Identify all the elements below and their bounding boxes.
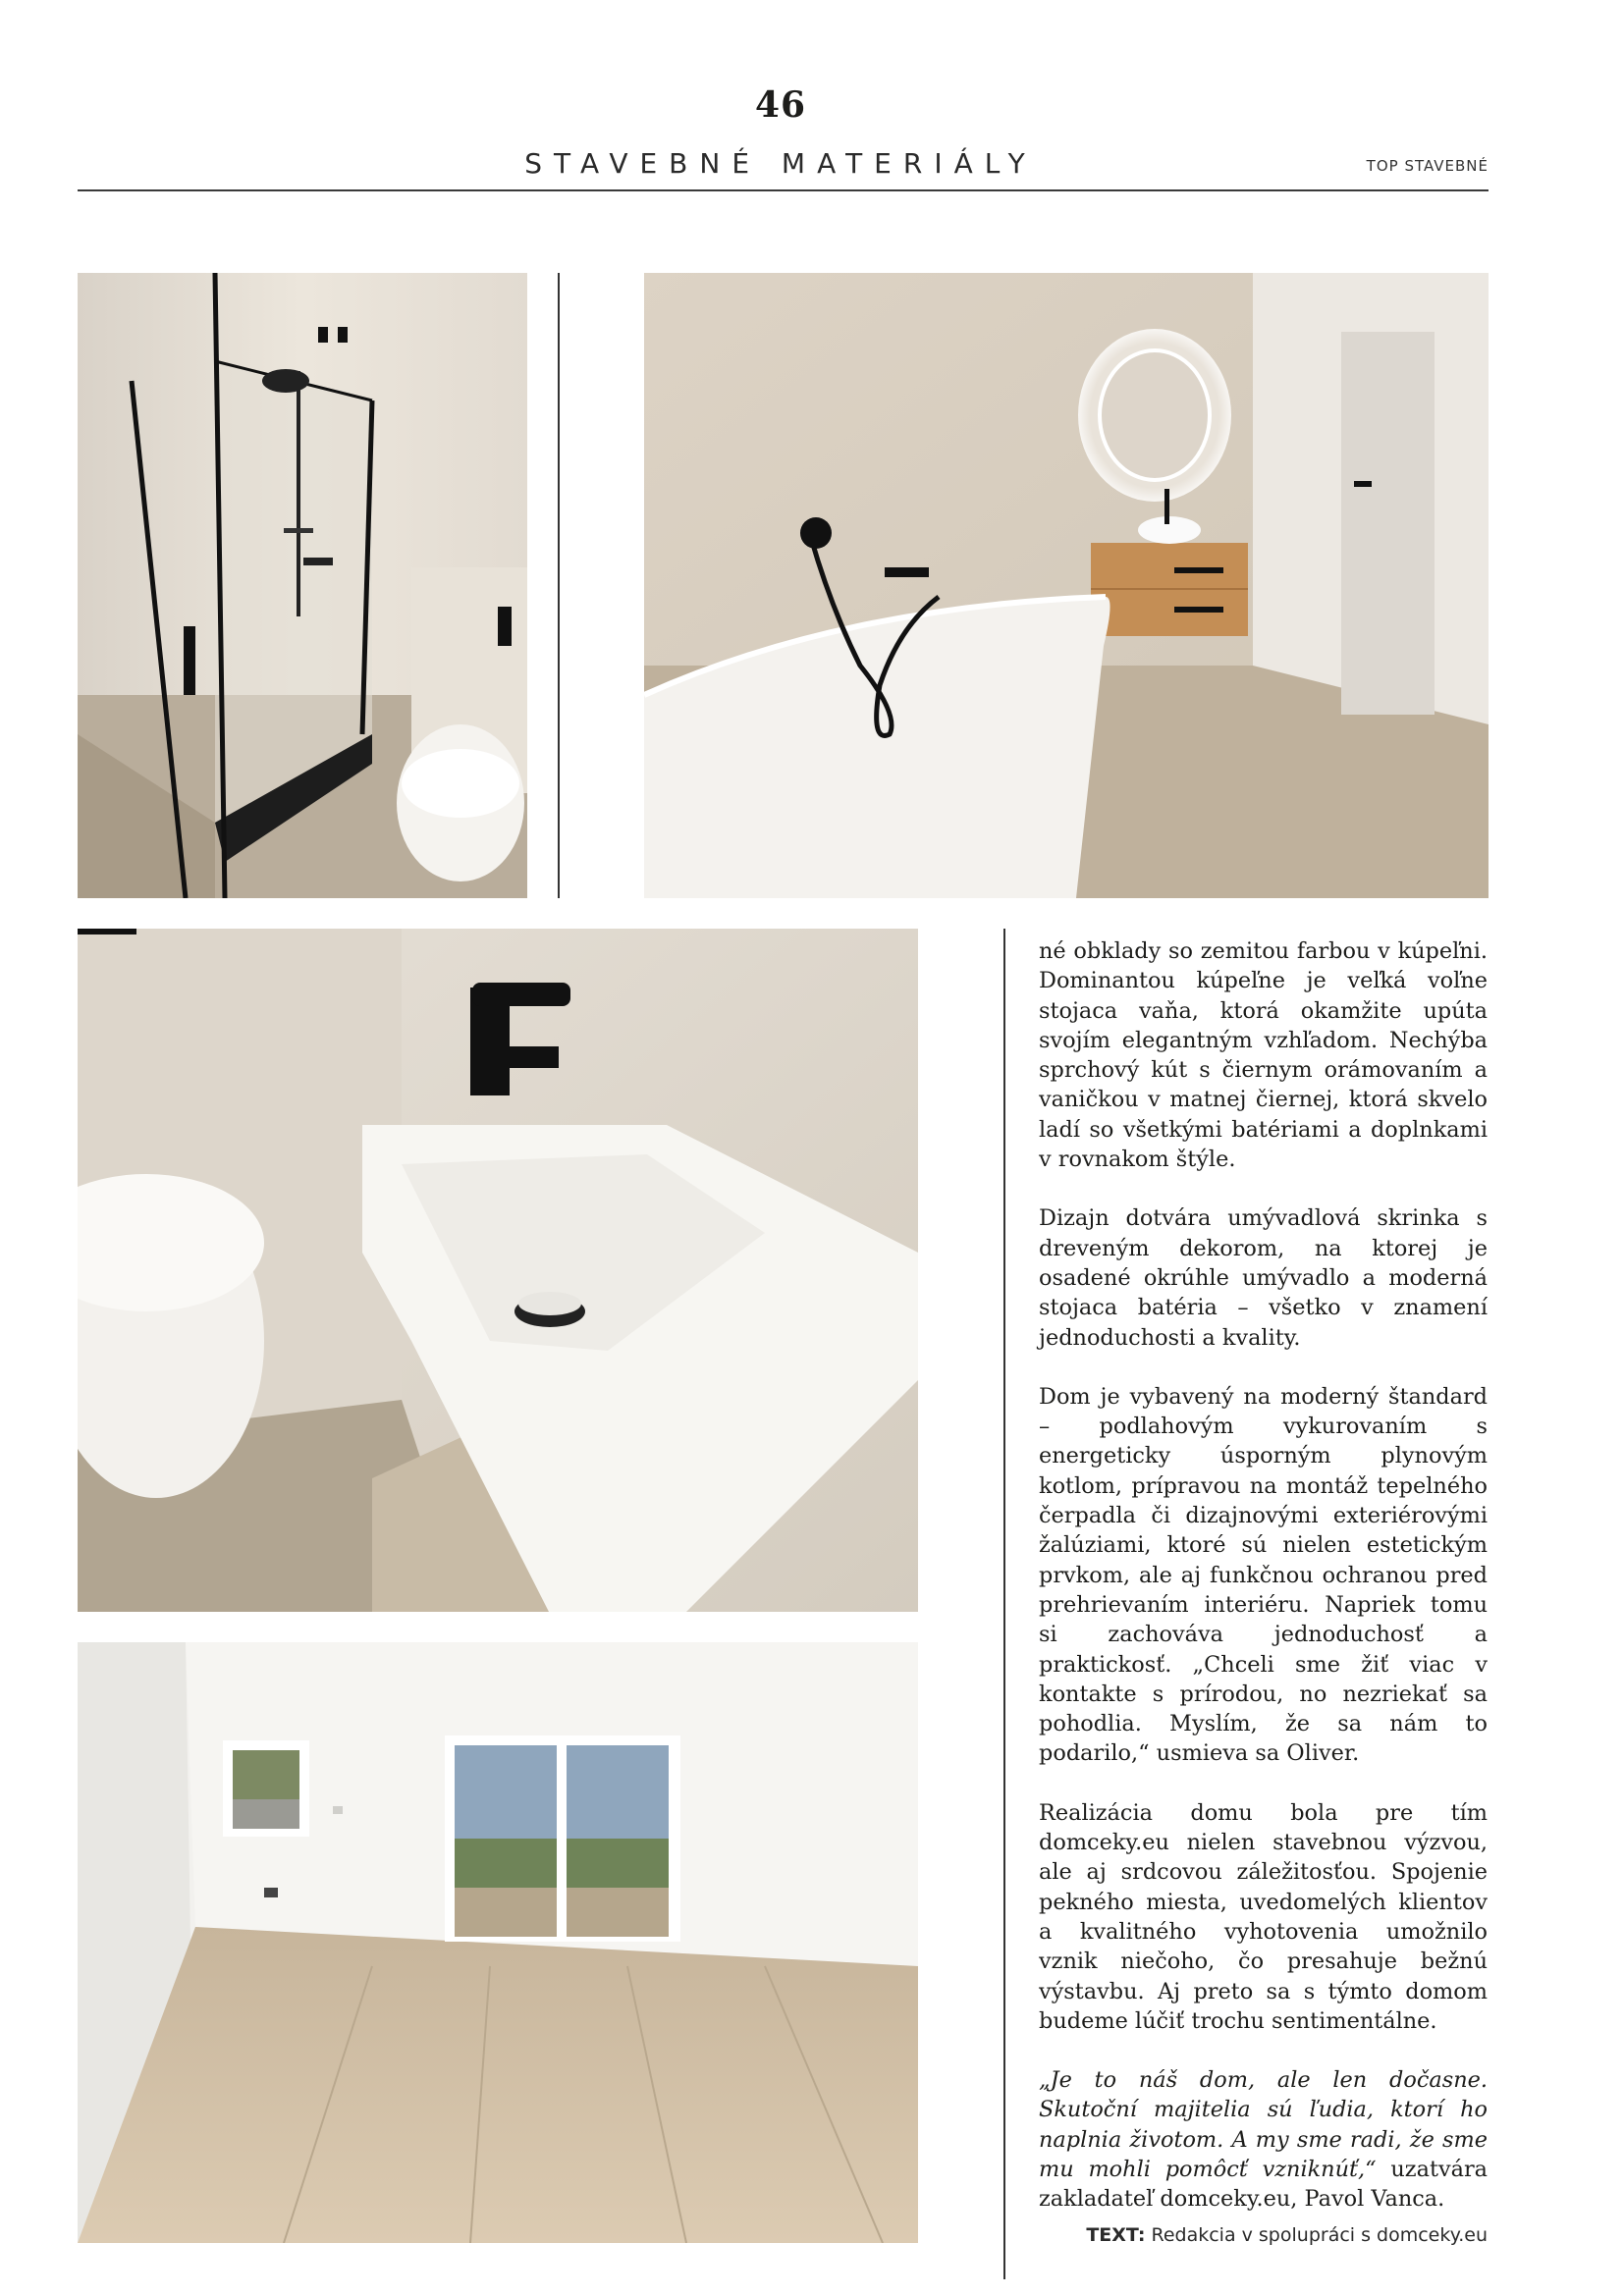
paragraph-4: Realizácia domu bola pre tím domceky.eu nielen stavebnou výzvou, ale aj srdcovou záležitosťou. Spojenie pekného miesta, uvedomelých klientov a kvalitného vyhotovenia umožnilo vznik niečoho, čo presahuje bežnú výstavbu. Aj preto sa s týmto domom budeme lúčiť trochu sentimentálne. — [1039, 1799, 1488, 2034]
page-number: 46 — [754, 84, 807, 126]
paragraph-1: né obklady so zemitou farbou v kúpeľni. Dominantou kúpeľne je veľká voľne stojaca vaňa, ktorá okamžite upúta svojím elegantným vzhľadom. Nechýba sprchový kút s čiernym orámovaním a vaničkou v matnej čiernej, ktorá skvelo ladí so všetkými batériami a doplnkami v rovnakom štýle. — [1039, 938, 1488, 1173]
paragraph-3: Dom je vybavený na moderný štandard – podlahovým vykurovaním s energeticky úsporným plynovým kotlom, prípravou na montáž tepelného čerpadla či dizajnovými exteriérovými žalúziami, ktoré sú nielen estetickým prvkom, ale aj funkčnou ochranou pred prehrievaním interiéru. Napriek tomu si zachováva jednoduchosť a praktickosť. „Chceli sme žiť viac v kontakte s prírodou, no nezriekať sa pohodlia. Myslím, že sa nám to podarilo,“ usmieva sa Oliver. — [1039, 1383, 1488, 1767]
text-credit — [1086, 2224, 1488, 2246]
header-rule — [78, 189, 1489, 191]
bathtub-photo — [644, 273, 1489, 898]
closing-quote — [1039, 2065, 1488, 2214]
shower-photo — [78, 273, 527, 898]
credit-label: TEXT: — [1086, 2224, 1146, 2246]
paragraph-2: Dizajn dotvára umývadlová skrinka s dreveným dekorom, na ktorej je osadené okrúhle umývadlo a moderná stojaca batéria – všetko v znamení jednoduchosti a kvality. — [1039, 1205, 1488, 1351]
sink-photo — [78, 929, 918, 1612]
column-rule-text — [1003, 929, 1005, 2279]
credit-value: Redakcia v spolupráci s domceky.eu — [1145, 2224, 1488, 2246]
magazine-name: TOP STAVEBNÉ — [1366, 157, 1489, 175]
section-title: STAVEBNÉ MATERIÁLY — [524, 147, 1037, 180]
quote-attribution: uzatvára zakladateľ domceky.eu, Pavol Vanca. — [1039, 2156, 1488, 2213]
quote-text: „Je to náš dom, ale len dočasne. Skutoční majitelia sú ľudia, ktorí ho naplnia životom. A my sme radi, že sme mu mohli pomôcť vzniknúť,“ — [1039, 2067, 1488, 2182]
room-photo — [78, 1642, 918, 2243]
article-body — [1039, 936, 1488, 2244]
column-rule-top — [558, 273, 560, 898]
